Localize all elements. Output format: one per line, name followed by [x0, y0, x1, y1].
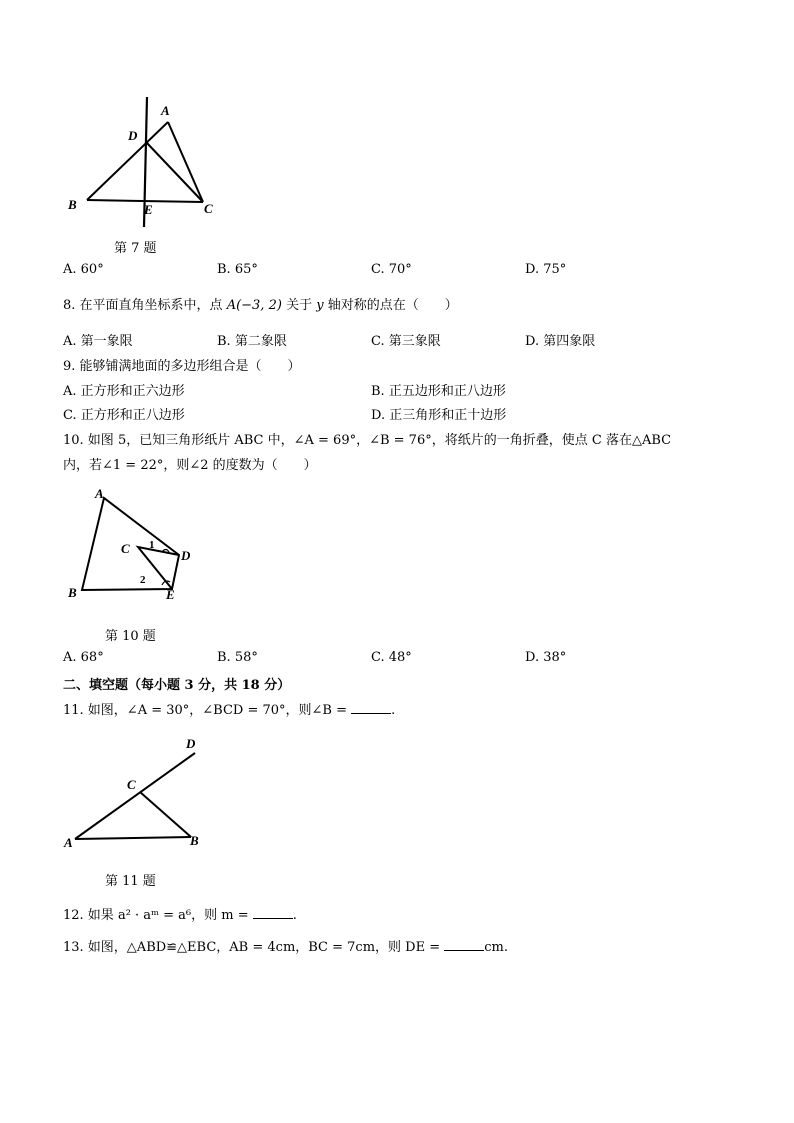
label-b: B [68, 197, 77, 212]
q12-answer-blank[interactable] [253, 907, 293, 919]
label-d: D [186, 736, 196, 751]
label-angle-1: 1 [149, 539, 155, 551]
q7-option-b[interactable]: B. 65° [217, 262, 258, 277]
q10-option-d[interactable]: D. 38° [525, 650, 567, 665]
label-c: C [204, 201, 213, 216]
q8-option-a[interactable]: A. 第一象限 [63, 334, 133, 349]
figure-q11 [62, 735, 222, 855]
figure-q7 [60, 95, 230, 230]
q11-stem: 11. 如图，∠A = 30°，∠BCD = 70°，则∠B = . [63, 703, 396, 718]
q8-option-b[interactable]: B. 第二象限 [217, 334, 287, 349]
label-b: B [68, 585, 77, 600]
q10-stem-line1: 10. 如图 5，已知三角形纸片 ABC 中，∠A = 69°，∠B = 76°，将纸片的一角折叠，使点 C 落在△ABC [63, 433, 672, 448]
q9-stem: 9. 能够铺满地面的多边形组合是（ ） [63, 359, 301, 374]
section-2-title: 二、填空题（每小题 3 分，共 18 分） [63, 678, 291, 693]
label-b: B [190, 833, 199, 848]
q9-option-b[interactable]: B. 正五边形和正八边形 [371, 384, 506, 399]
q10-option-b[interactable]: B. 58° [217, 650, 258, 665]
q8-option-d[interactable]: D. 第四象限 [525, 334, 596, 349]
q13-stem: 13. 如图，△ABD≌△EBC，AB = 4cm，BC = 7cm，则 DE = cm. [63, 940, 508, 955]
q7-option-d[interactable]: D. 75° [525, 262, 567, 277]
label-d: D [128, 128, 138, 143]
q13-answer-blank[interactable] [444, 939, 484, 951]
label-angle-2: 2 [140, 574, 146, 586]
q7-option-a[interactable]: A. 60° [63, 262, 104, 277]
q9-option-d[interactable]: D. 正三角形和正十边形 [371, 408, 507, 423]
caption-q10: 第 10 题 [105, 629, 156, 644]
label-a: A [161, 103, 170, 118]
q11-answer-blank[interactable] [351, 702, 391, 714]
q10-option-a[interactable]: A. 68° [63, 650, 104, 665]
segment-ad [75, 753, 195, 839]
figure-q10 [62, 485, 202, 605]
q9-option-c[interactable]: C. 正方形和正八边形 [63, 408, 185, 423]
label-c: C [121, 541, 130, 556]
q12-stem: 12. 如果 a² · aᵐ = a⁶，则 m = . [63, 908, 297, 923]
q10-option-c[interactable]: C. 48° [371, 650, 412, 665]
label-e: E [166, 587, 175, 602]
label-c: C [127, 777, 136, 792]
segment-ab [75, 837, 191, 839]
q10-stem-line2: 内，若∠1 = 22°，则∠2 的度数为（ ） [63, 458, 317, 473]
label-e: E [144, 202, 153, 217]
label-a: A [64, 835, 73, 850]
paper-outline [82, 498, 179, 590]
label-d: D [181, 548, 191, 563]
q9-option-a[interactable]: A. 正方形和正六边形 [63, 384, 185, 399]
q8-stem: 8. 在平面直角坐标系中，点 A(−3, 2) 关于 y 轴对称的点在（ ） [63, 298, 458, 313]
q7-option-c[interactable]: C. 70° [371, 262, 412, 277]
segment-cb [140, 792, 191, 837]
segment-ac [168, 122, 203, 202]
q8-option-c[interactable]: C. 第三象限 [371, 334, 441, 349]
label-a: A [95, 486, 104, 501]
segment-dc [146, 142, 203, 202]
caption-q11: 第 11 题 [105, 874, 156, 889]
caption-q7: 第 7 题 [114, 241, 157, 256]
